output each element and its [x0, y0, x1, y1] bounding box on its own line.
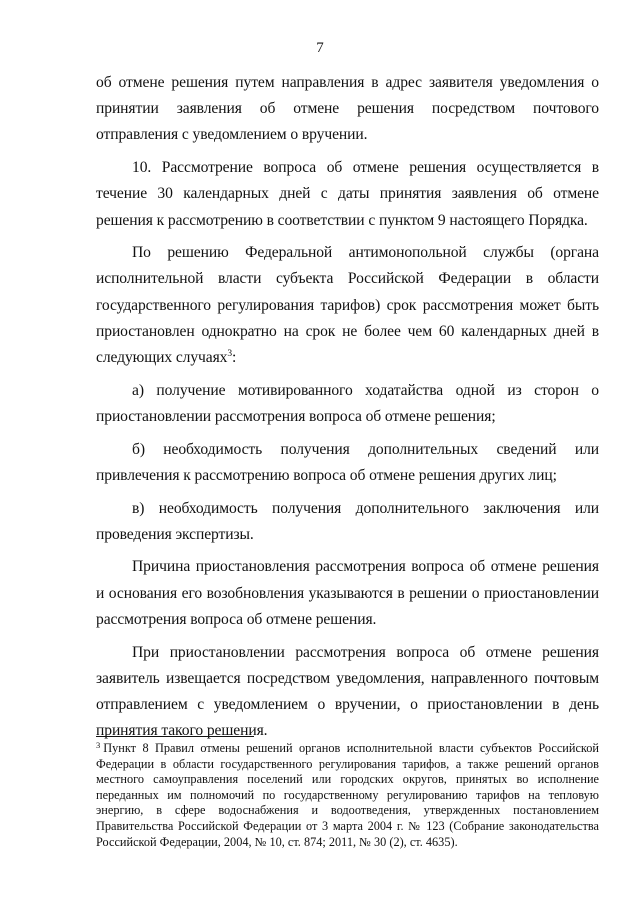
- list-item-b: б) необходимость получения дополнительных сведений или привлечения к рассмотрению вопроса об отмене решения других лиц;: [96, 440, 599, 484]
- footnote-text: Пункт 8 Правил отмены решений органов исполнительной власти субъектов Российской Федерации в области государственного регулирования тарифов, а также решений органов местного самоуправления поселений или городских округов, принятых во исполнение переданных им полномочий по государственному регулированию тарифов на тепловую энергию, в сфере водоснабжения и водоотведения, утвержденных постановлением Правительства Российской Федерации от 3 марта 2004 г. № 123 (Собрание законодательства Российской Федерации, 2004, № 10, ст. 874; 2011, № 30 (2), ст. 4635).: [96, 741, 599, 849]
- footnote: [96, 741, 599, 850]
- footnote-reference-colon: :: [232, 349, 237, 367]
- body-text: [96, 70, 599, 751]
- footnote-mark: 3: [96, 740, 101, 750]
- paragraph-item-10: 10. Рассмотрение вопроса об отмене решения осуществляется в течение 30 календарных дней с даты принятия заявления об отмене решения к рассмотрению в соответствии с пунктом 9 настоящего Порядка.: [96, 159, 599, 229]
- paragraph-suspension: [96, 240, 599, 371]
- footnote-separator: [96, 736, 254, 737]
- paragraph-suspension-text: По решению Федеральной антимонопольной службы (органа исполнительной власти субъекта Российской Федерации в области государственного регулирования тарифов) срок рассмотрения может быть приостановлен однократно на срок не более чем 60 календарных дней в следующих случаях: [96, 244, 599, 367]
- paragraph-continuation: об отмене решения путем направления в адрес заявителя уведомления о принятии заявления об отмене решения посредством почтового отправления с уведомлением о вручении.: [96, 74, 599, 144]
- list-item-a: а) получение мотивированного ходатайства одной из сторон о приостановлении рассмотрения вопроса об отмене решения;: [96, 381, 599, 425]
- paragraph-reason: Причина приостановления рассмотрения вопроса об отмене решения и основания его возобновления указываются в решении о приостановлении рассмотрения вопроса об отмене решения.: [96, 558, 599, 628]
- footnote-reference: 3: [227, 349, 233, 360]
- list-item-v: в) необходимость получения дополнительного заключения или проведения экспертизы.: [96, 499, 599, 543]
- page-number: 7: [316, 40, 324, 56]
- paragraph-notification: При приостановлении рассмотрения вопроса об отмене решения заявитель извещается посредством уведомления, направленного почтовым отправлением с уведомлением о вручении, о приостановлении в день принятия такого решения.: [96, 643, 599, 740]
